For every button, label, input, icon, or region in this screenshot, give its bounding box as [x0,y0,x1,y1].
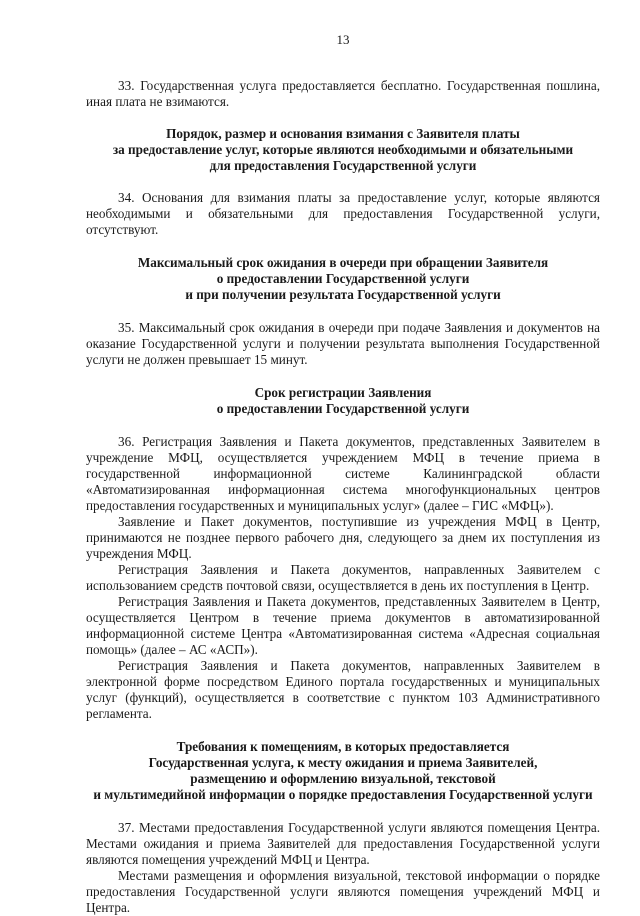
paragraph-34: 34. Основания для взимания платы за предоставление услуг, которые являются необходимыми и обязательными для предоставления Государственной услуги, отсутствуют. [86,190,600,237]
paragraph-33: 33. Государственная услуга предоставляется бесплатно. Государственная пошлина, иная плата не взимаются. [86,78,600,109]
heading-line: о предоставлении Государственной услуги [216,401,470,416]
paragraph-36-center: Регистрация Заявления и Пакета документов, представленных Заявителем в Центр, осуществляется Центром в течение приема документов в автоматизированной информационной системе Центра «Автоматизированная система «Адресная социальная помощь» (далее – АС «АСП»). [86,594,600,657]
section-heading-payment [86,126,600,174]
heading-line: для предоставления Государственной услуги [209,158,477,173]
heading-line: о предоставлении Государственной услуги [216,271,470,286]
paragraph-37-info: Местами размещения и оформления визуальной, текстовой информации о порядке предоставления Государственной услуги являются помещения учреждений МФЦ и Центра. [86,868,600,915]
heading-line: размещению и оформлению визуальной, текстовой [190,771,496,786]
section-heading-registration [86,385,600,417]
heading-line: Требования к помещениям, в которых предоставляется [176,739,510,754]
paragraph-36: 36. Регистрация Заявления и Пакета документов, представленных Заявителем в учреждение МФЦ, осуществляется учреждением МФЦ в течение приема в государственной информационной системе Калининградской области «Автоматизированная информационная система многофункциональных центров предоставления государственных и муниципальных услуг» (далее – ГИС «МФЦ»). [86,434,600,513]
heading-line: и при получении результата Государственной услуги [185,287,501,302]
paragraph-36-mfc: Заявление и Пакет документов, поступившие из учреждения МФЦ в Центр, принимаются не позднее первого рабочего дня, следующего за днем их поступления из учреждения МФЦ. [86,514,600,561]
document-body [86,78,600,916]
heading-line: Государственная услуга, к месту ожидания и приема Заявителей, [148,755,538,770]
paragraph-36-post: Регистрация Заявления и Пакета документов, направленных Заявителем с использованием средств почтовой связи, осуществляется в день их поступления в Центр. [86,562,600,593]
section-heading-premises [86,739,600,803]
heading-line: за предоставление услуг, которые являются необходимыми и обязательными [112,142,574,157]
section-heading-queue-time [86,255,600,303]
paragraph-37: 37. Местами предоставления Государственной услуги являются помещения Центра. Местами ожидания и приема Заявителей для предоставления Государственной услуги являются помещения учреждений МФЦ и Центра. [86,820,600,867]
heading-line: Порядок, размер и основания взимания с Заявителя платы [166,126,520,141]
paragraph-36-portal: Регистрация Заявления и Пакета документов, направленных Заявителем в электронной форме посредством Единого портала государственных и муниципальных услуг (функций), осуществляется в соответствие с пунктом 103 Административного регламента. [86,658,600,721]
heading-line: Максимальный срок ожидания в очереди при обращении Заявителя [137,255,549,270]
heading-line: Срок регистрации Заявления [254,385,432,400]
page-number: 13 [336,32,350,47]
heading-line: и мультимедийной информации о порядке предоставления Государственной услуги [93,787,593,802]
paragraph-35: 35. Максимальный срок ожидания в очереди при подаче Заявления и документов на оказание Государственной услуги и получении результата выполнения Государственной услуги не должен превышает 15 минут. [86,320,600,367]
